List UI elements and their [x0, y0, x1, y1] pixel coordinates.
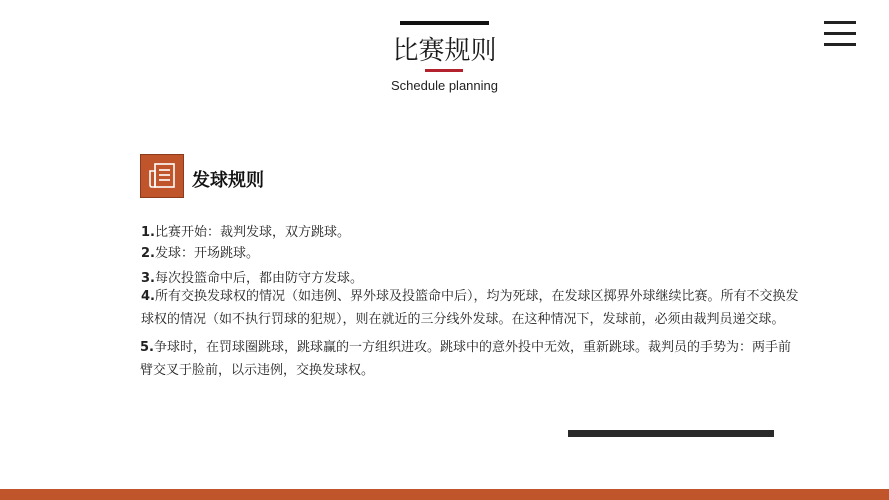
rule-text: 比赛开始：裁判发球，双方跳球。 — [154, 225, 350, 240]
footer-accent-bar — [0, 489, 889, 500]
page-subtitle: Schedule planning — [391, 78, 498, 93]
header-top-bar — [400, 21, 489, 25]
decorative-dark-bar — [568, 430, 774, 437]
rule-item — [141, 243, 259, 265]
menu-line — [824, 21, 856, 24]
menu-line — [824, 32, 856, 35]
rule-text: 所有交换发球权的情况（如违例、界外球及投篮命中后），均为死球，在发球区掷界外球继续比赛。所有不交换发球权的情况（如不执行罚球的犯规），则在就近的三分线外发球。在这种情况下，发球前，必须由裁判员递交球。 — [141, 289, 799, 327]
rule-item — [141, 222, 350, 244]
rule-number: 4. — [141, 289, 155, 304]
title-underline — [425, 69, 463, 72]
rule-number: 3. — [141, 271, 155, 286]
rule-item — [141, 285, 801, 331]
section-title: 发球规则 — [192, 170, 264, 191]
rule-number: 2. — [141, 246, 155, 261]
hamburger-menu-icon[interactable] — [824, 21, 856, 47]
rule-text: 发球：开场跳球。 — [154, 246, 259, 261]
rule-number: 5. — [140, 340, 154, 355]
page-title: 比赛规则 — [392, 36, 497, 66]
menu-line — [824, 43, 856, 46]
rule-text: 争球时，在罚球圈跳球，跳球赢的一方组织进攻。跳球中的意外投中无效，重新跳球。裁判员的手势为：两手前臂交叉于脸前，以示违例，交换发球权。 — [140, 340, 791, 378]
rule-number: 1. — [141, 225, 155, 240]
rule-item — [140, 336, 800, 382]
document-list-icon — [140, 154, 184, 198]
rule-text: 每次投篮命中后，都由防守方发球。 — [154, 271, 363, 286]
